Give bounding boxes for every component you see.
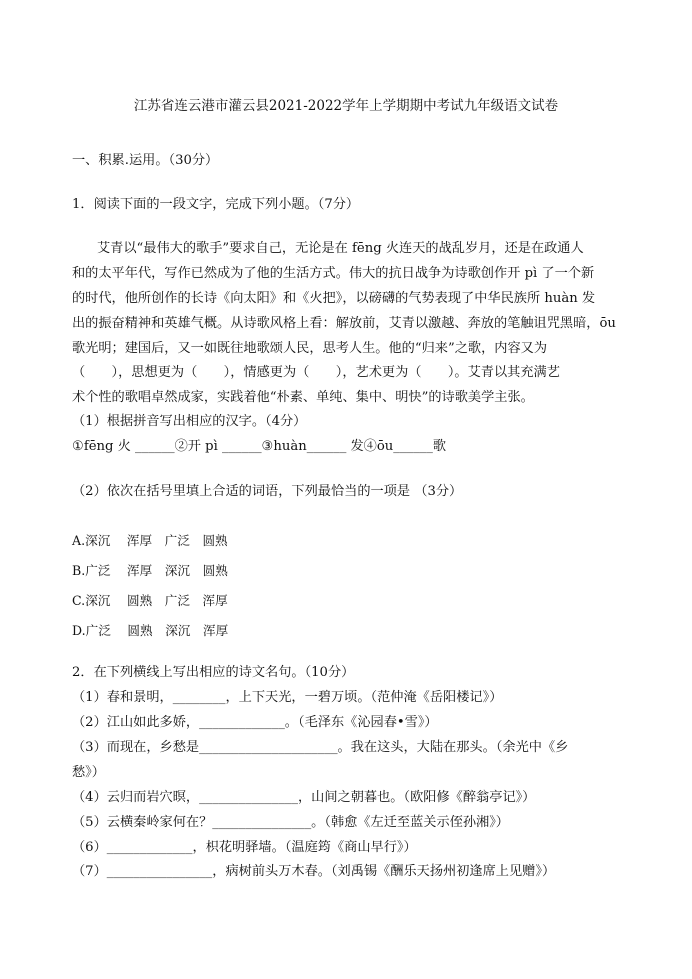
poem-item: （1）春和景明，________，上下天光，一碧万顷。（范仲淹《岳阳楼记》）	[72, 690, 503, 705]
poem-item: （6）_____________，枳花明驿墙。（温庭筠《商山早行》）	[72, 840, 417, 855]
passage-line: （ ），思想更为（ ），情感更为（ ），艺术更为（ ）。艾青以其充满艺	[72, 365, 560, 380]
question-1-stem: 1．阅读下面的一段文字，完成下列小题。（7分）	[72, 197, 360, 212]
passage-line: 歌光明；建国后，又一如既往地歌颂人民，思考人生。他的“归来”之歌，内容又为	[72, 341, 548, 356]
poem-item: （4）云归而岩穴暝，_______________，山间之朝暮也。（欧阳修《醉翁亭记》）	[72, 790, 536, 805]
option-c: C.深沉 圆熟 广泛 浑厚	[72, 593, 228, 608]
option-b: B.广泛 浑厚 深沉 圆熟	[72, 563, 228, 578]
poem-item: （7）________________，病树前头万木春。（刘禹锡《酬乐天扬州初逢席上见赠》）	[72, 864, 556, 879]
passage-line: 术个性的歌唱卓然成家，实践着他“朴素、单纯、集中、明快”的诗歌美学主张。	[72, 390, 534, 405]
pinyin-fill-line: ①fēng 火 ______②开 pì ______③huàn______ 发④ōu______歌	[72, 439, 447, 454]
poem-item: （3）而现在，乡愁是_____________________。我在这头，大陆在那头。（余光中《乡	[72, 740, 569, 755]
passage-line: 出的振奋精神和英雄气概。从诗歌风格上看：解放前，艾青以激越、奔放的笔触诅咒黑暗，ōu	[72, 316, 616, 331]
sub-question-1: （1）根据拼音写出相应的汉字。（4分）	[72, 414, 307, 429]
section-heading: 一、积累.运用。（30分）	[72, 153, 219, 168]
option-a: A.深沉 浑厚 广泛 圆熟	[72, 533, 228, 548]
poem-item: （5）云横秦岭家何在？_______________。（韩愈《左迁至蓝关示侄孙湘》）	[72, 815, 509, 830]
question-2-stem: 2．在下列横线上写出相应的诗文名句。（10分）	[72, 665, 355, 680]
poem-item-continuation: 愁》）	[72, 765, 105, 780]
sub-question-2: （2）依次在括号里填上合适的词语，下列最恰当的一项是 （3分）	[72, 484, 463, 499]
document-title: 江苏省连云港市灌云县2021-2022学年上学期期中考试九年级语文试卷	[133, 98, 559, 114]
passage-line: 和的太平年代，写作已然成为了他的生活方式。伟大的抗日战争为诗歌创作开 pì 了一个新	[72, 266, 595, 281]
poem-item: （2）江山如此多娇，_____________。（毛泽东《沁园春•雪》）	[72, 715, 438, 730]
passage-line: 的时代，他所创作的长诗《向太阳》和《火把》，以磅礴的气势表现了中华民族所 huàn 发	[72, 291, 596, 306]
passage-line: 艾青以“最伟大的歌手”要求自己，无论是在 fēng 火连天的战乱岁月，还是在政通人	[97, 241, 584, 256]
option-d: D.广泛 圆熟 深沉 浑厚	[72, 623, 229, 638]
